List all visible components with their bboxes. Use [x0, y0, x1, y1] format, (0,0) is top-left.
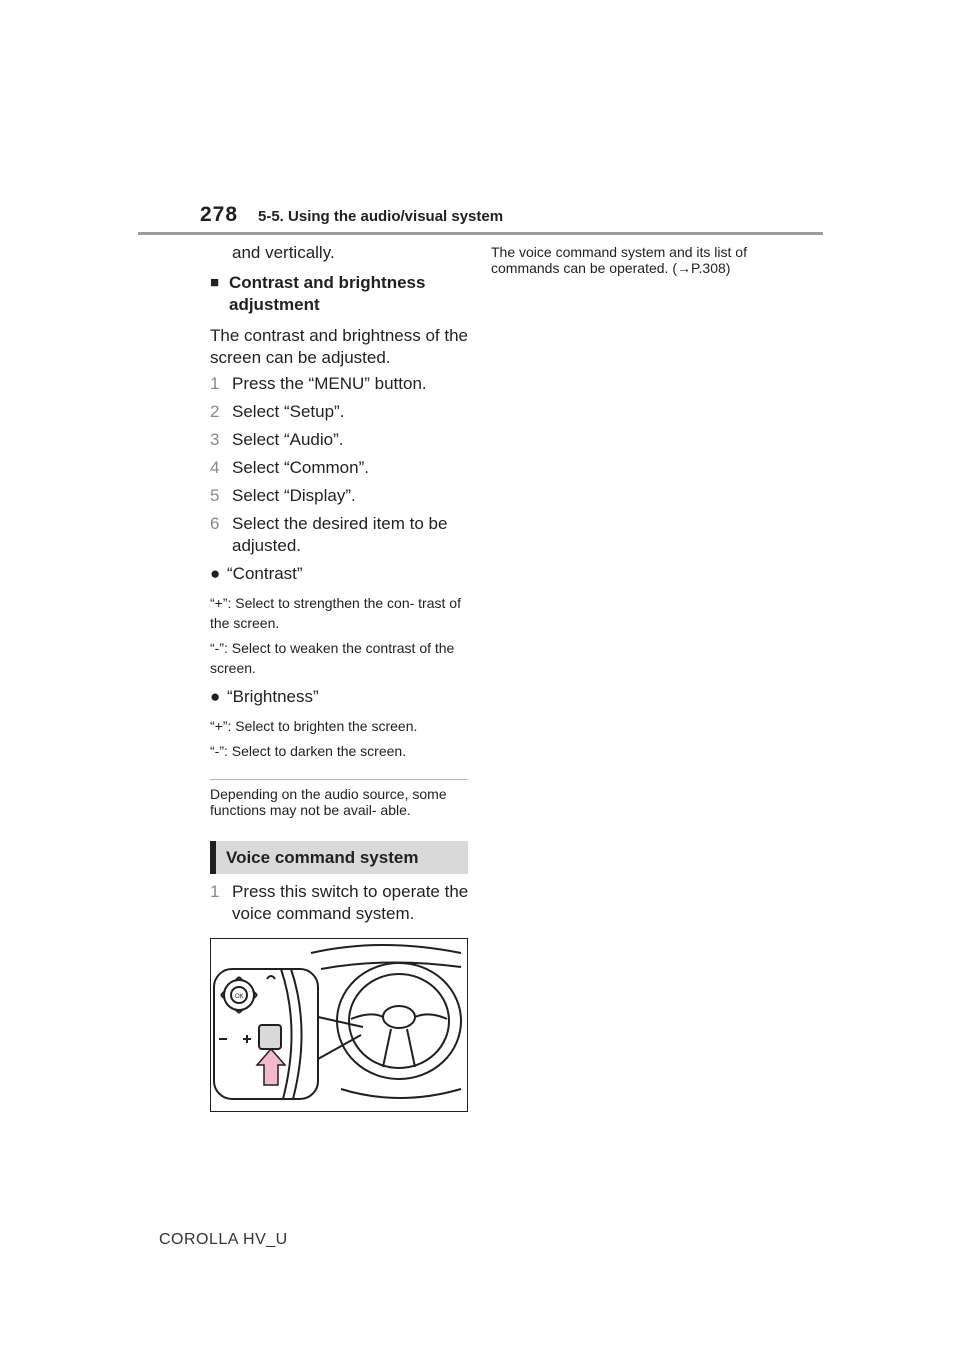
section-title: 5-5. Using the audio/visual system	[258, 208, 504, 225]
step-text: Press the “MENU” button.	[232, 374, 427, 393]
arrow-up-icon	[257, 1049, 285, 1085]
ok-label: OK	[235, 994, 244, 1000]
square-bullet-icon: ■	[210, 274, 220, 291]
step-number: 4	[210, 458, 220, 477]
step-number: 1	[210, 374, 220, 393]
step-text: Select “Audio”.	[232, 430, 344, 449]
contrast-brightness-heading	[210, 272, 472, 316]
step-number: 2	[210, 402, 220, 421]
brightness-bullet	[210, 686, 472, 708]
brightness-minus-text: “-”: Select to darken the screen.	[210, 743, 407, 759]
step-text: Select “Display”.	[232, 486, 356, 505]
voice-step	[210, 881, 472, 931]
contrast-minus-text: “-”: Select to weaken the contrast of the screen.	[210, 640, 455, 676]
step-1	[210, 373, 472, 395]
step-number: 5	[210, 486, 220, 505]
intro-text: The contrast and brightness of the screen can be adjusted.	[210, 326, 468, 367]
note-text: Depending on the audio source, some functions may not be avail- able.	[210, 786, 447, 818]
step-2	[210, 401, 472, 423]
step-text: Press this switch to operate the voice command system.	[232, 882, 469, 923]
step-number: 6	[210, 514, 220, 533]
note-divider	[210, 779, 468, 780]
contrast-bullet	[210, 563, 472, 585]
left-column	[210, 242, 472, 818]
steering-switch-figure	[210, 938, 468, 1112]
header-rule	[138, 232, 823, 235]
steering-wheel-illustration	[211, 939, 467, 1111]
step-4	[210, 457, 472, 479]
brightness-plus-text: “+”: Select to brighten the screen.	[210, 718, 418, 734]
step-text: Select “Common”.	[232, 458, 369, 477]
heading-text: Contrast and brightness adjustment	[229, 273, 426, 314]
step-text: Select the desired item to be adjusted.	[232, 514, 448, 555]
step-3	[210, 429, 472, 451]
step-5	[210, 485, 472, 507]
round-bullet-icon: ●	[210, 687, 221, 706]
contrast-plus-text: “+”: Select to strengthen the con- trast of the screen.	[210, 595, 461, 631]
contrast-title: “Contrast”	[227, 564, 303, 583]
footer-model: COROLLA HV_U	[159, 1231, 288, 1248]
continued-text: and vertically.	[232, 243, 335, 262]
page-number: 278	[200, 203, 239, 226]
steps-list	[210, 373, 472, 557]
right-column-text: The voice command system and its list of commands can be operated. (→P.308)	[491, 244, 747, 276]
step-number: 3	[210, 430, 220, 449]
step-number: 1	[210, 882, 220, 901]
step-6	[210, 513, 472, 557]
brightness-title: “Brightness”	[227, 687, 319, 706]
voice-command-heading: Voice command system	[210, 841, 468, 874]
round-bullet-icon: ●	[210, 564, 221, 583]
step-text: Select “Setup”.	[232, 402, 345, 421]
